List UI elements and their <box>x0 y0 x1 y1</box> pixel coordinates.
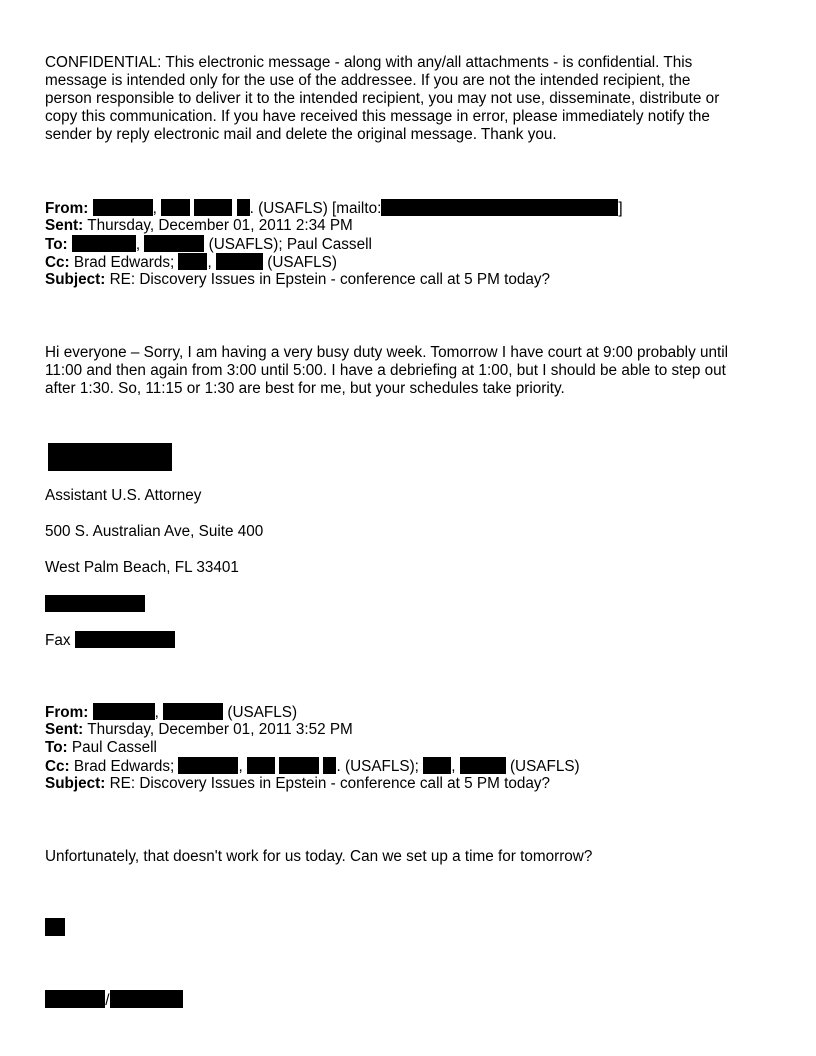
notice-line: copy this communication. If you have received this message in error, please immediately notify the <box>45 108 710 125</box>
to-label: To: <box>45 739 68 756</box>
cc-mid: . (USAFLS); <box>336 758 419 775</box>
redaction-box <box>237 199 250 216</box>
from-suffix: (USAFLS) <box>227 704 298 721</box>
from-end: ] <box>618 200 623 217</box>
cc-prefix: Brad Edwards; <box>73 254 175 271</box>
subject-value: RE: Discovery Issues in Epstein - conference call at 5 PM today? <box>109 271 550 288</box>
sent-value: Thursday, December 01, 2011 3:52 PM <box>87 721 353 738</box>
separator: , <box>238 758 243 775</box>
email2-to-row <box>45 739 776 757</box>
cc-suffix: (USAFLS) <box>509 758 580 775</box>
cc-label: Cc: <box>45 254 70 271</box>
signature-initial-redaction <box>45 918 65 936</box>
body-line: Hi everyone – Sorry, I am having a very busy duty week. Tomorrow I have court at 9:00 probably until <box>45 344 729 361</box>
separator: , <box>135 236 141 253</box>
email2-body: Unfortunately, that doesn't work for us today. Can we set up a time for tomorrow? <box>45 848 593 865</box>
separator: , <box>152 200 157 217</box>
signature-fax-row <box>45 631 776 650</box>
redaction-box <box>178 253 207 270</box>
phone-redaction <box>45 595 145 612</box>
redaction-box <box>323 757 336 774</box>
redaction-box <box>279 757 319 774</box>
email2-subject-row <box>45 775 776 793</box>
fax-redaction <box>75 631 175 648</box>
redaction-box <box>144 235 204 252</box>
footer-slash: / <box>105 992 110 1009</box>
to-value: Paul Cassell <box>71 739 157 756</box>
redaction-box <box>216 253 263 270</box>
sent-value: Thursday, December 01, 2011 2:34 PM <box>87 217 353 234</box>
redaction-box <box>93 703 155 720</box>
redaction-box <box>161 199 190 216</box>
confidentiality-notice <box>45 54 776 144</box>
to-suffix: (USAFLS); Paul Cassell <box>208 236 372 253</box>
redaction-box <box>423 757 451 774</box>
redaction-box <box>194 199 232 216</box>
email2-from-row <box>45 703 776 721</box>
separator: , <box>207 254 212 271</box>
notice-line: message is intended only for the use of the addressee. If you are not the intended recipient, the <box>45 72 691 89</box>
signature-name-redaction <box>48 443 172 471</box>
separator: , <box>451 758 456 775</box>
email1-body <box>45 344 776 398</box>
email1-header <box>45 199 776 289</box>
body-line: 11:00 and then again from 3:00 until 5:00. I have a debriefing at 1:00, but I should be able to step out <box>45 362 726 379</box>
notice-line: person responsible to deliver it to the intended recipient, you may not use, disseminate, distribute or <box>45 90 720 107</box>
cc-label: Cc: <box>45 758 70 775</box>
cc-prefix: Brad Edwards; <box>73 758 175 775</box>
to-label: To: <box>45 236 68 253</box>
notice-line: CONFIDENTIAL: This electronic message - along with any/all attachments - is confidential. This <box>45 54 693 71</box>
redaction-box <box>460 757 506 774</box>
redaction-box <box>72 235 136 252</box>
subject-label: Subject: <box>45 775 106 792</box>
sent-label: Sent: <box>45 721 84 738</box>
redaction-box <box>381 199 618 216</box>
redaction-box <box>163 703 223 720</box>
notice-line: sender by reply electronic mail and delete the original message. Thank you. <box>45 126 557 143</box>
redaction-box <box>45 990 105 1008</box>
subject-label: Subject: <box>45 271 106 288</box>
redaction-box <box>178 757 238 774</box>
body-line: after 1:30. So, 11:15 or 1:30 are best for me, but your schedules take priority. <box>45 380 565 397</box>
email1-cc-row <box>45 253 776 271</box>
fax-label: Fax <box>45 632 71 649</box>
from-suffix: . (USAFLS) [mailto: <box>249 200 382 217</box>
from-label: From: <box>45 704 89 721</box>
subject-value: RE: Discovery Issues in Epstein - conference call at 5 PM today? <box>109 775 550 792</box>
email1-from-row <box>45 199 776 217</box>
sent-label: Sent: <box>45 217 84 234</box>
cc-suffix: (USAFLS) <box>267 254 337 271</box>
email1-to-row <box>45 235 776 253</box>
email2-cc-row <box>45 757 776 775</box>
signature-address-line1: 500 S. Australian Ave, Suite 400 <box>45 523 264 540</box>
from-label: From: <box>45 200 89 217</box>
signature-title: Assistant U.S. Attorney <box>45 487 202 504</box>
email2-sent-row <box>45 721 776 739</box>
redaction-box <box>93 199 153 216</box>
separator: , <box>154 704 159 721</box>
email1-subject-row <box>45 271 776 289</box>
email1-sent-row <box>45 217 776 235</box>
footer-row <box>45 990 776 1010</box>
redaction-box <box>247 757 275 774</box>
email2-header <box>45 703 776 793</box>
redaction-box <box>110 990 183 1008</box>
signature-address-line2: West Palm Beach, FL 33401 <box>45 559 239 576</box>
